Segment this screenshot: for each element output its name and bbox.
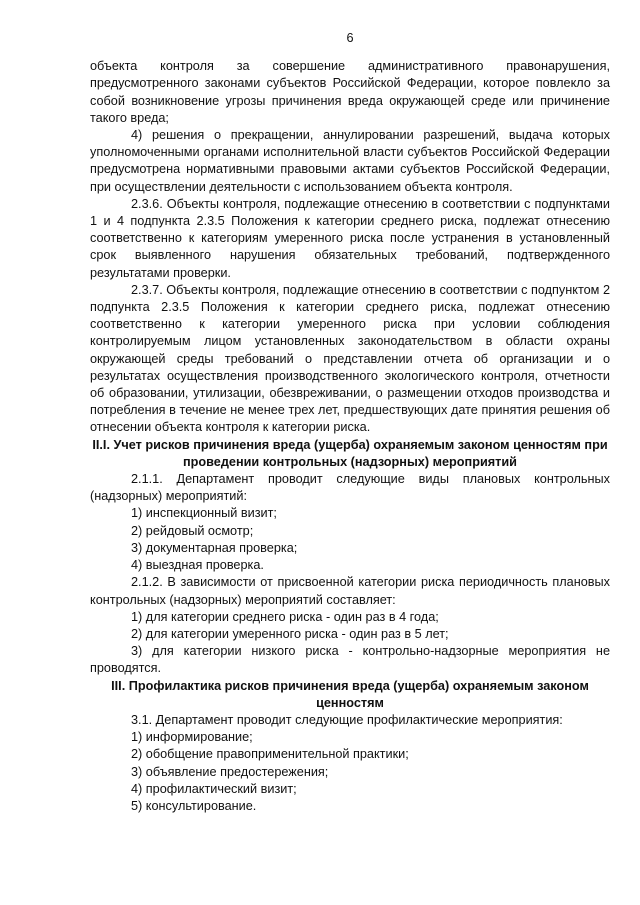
paragraph: 3.1. Департамент проводит следующие профилактические мероприятия:: [131, 712, 563, 727]
paragraph: 4) выездная проверка.: [131, 558, 264, 573]
document-body: [90, 58, 610, 815]
paragraph: 4) профилактический визит;: [131, 781, 297, 796]
paragraph: 3) объявление предостережения;: [131, 764, 329, 779]
paragraph: 2.3.7. Объекты контроля, подлежащие отнесению в соответствии с подпунктом 2 подпункта 2.3.5 Положения к категории среднего риска, подлежат отнесению соответственно к категории умеренного риска при условии соблюдения контролируемым лицом установленных законодательством в области охраны окружающей среды требований о представлении отчета об организации и о результатах осуществления производственного экологического контроля, отчетности об образовании, утилизации, обезвреживании, о размещении отходов производства и потребления в течение не менее трех лет, предшествующих дате принятия решения об отнесении объекта контроля к категории риска.: [90, 282, 610, 435]
paragraph: 1) инспекционный визит;: [131, 506, 277, 521]
paragraph: 2) рейдовый осмотр;: [131, 523, 254, 538]
section-heading: II.I. Учет рисков причинения вреда (ущерба) охраняемым законом ценностям при проведении контрольных (надзорных) мероприятий: [92, 437, 608, 469]
paragraph: 1) информирование;: [131, 730, 253, 745]
section-heading: III. Профилактика рисков причинения вреда (ущерба) охраняемым законом ценностям: [111, 678, 589, 710]
page-number: 6: [346, 31, 354, 45]
paragraph: 2.3.6. Объекты контроля, подлежащие отнесению в соответствии с подпунктами 1 и 4 подпункта 2.3.5 Положения к категории среднего риска, подлежат отнесению соответственно к категориям умеренного риска после устранения в установленный срок выявленного нарушения обязательных требований, подтвержденного результатами проверки.: [90, 196, 610, 280]
paragraph: 5) консультирование.: [131, 798, 257, 813]
paragraph: 1) для категории среднего риска - один раз в 4 года;: [131, 609, 439, 624]
paragraph: 2) для категории умеренного риска - один раз в 5 лет;: [131, 626, 449, 641]
paragraph: 4) решения о прекращении, аннулировании разрешений, выдача которых уполномоченными органами исполнительной власти субъектов Российской Федерации предусмотрена нормативными правовыми актами субъектов Российской Федерации, при осуществлении деятельности с использованием объекта контроля.: [90, 128, 610, 194]
paragraph: 2.1.2. В зависимости от присвоенной категории риска периодичность плановых контрольных (надзорных) мероприятий составляет:: [90, 575, 610, 607]
paragraph: 3) документарная проверка;: [131, 540, 298, 555]
paragraph: 2.1.1. Департамент проводит следующие виды плановых контрольных (надзорных) мероприятий:: [90, 472, 610, 504]
paragraph: 2) обобщение правоприменительной практики;: [131, 747, 409, 762]
paragraph: 3) для категории низкого риска - контрольно-надзорные мероприятия не проводятся.: [90, 644, 610, 676]
paragraph: объекта контроля за совершение административного правонарушения, предусмотренного законами субъектов Российской Федерации, которое повлекло за собой возникновение угрозы причинения вреда окружающей среде или причинение такого вреда;: [90, 59, 610, 125]
